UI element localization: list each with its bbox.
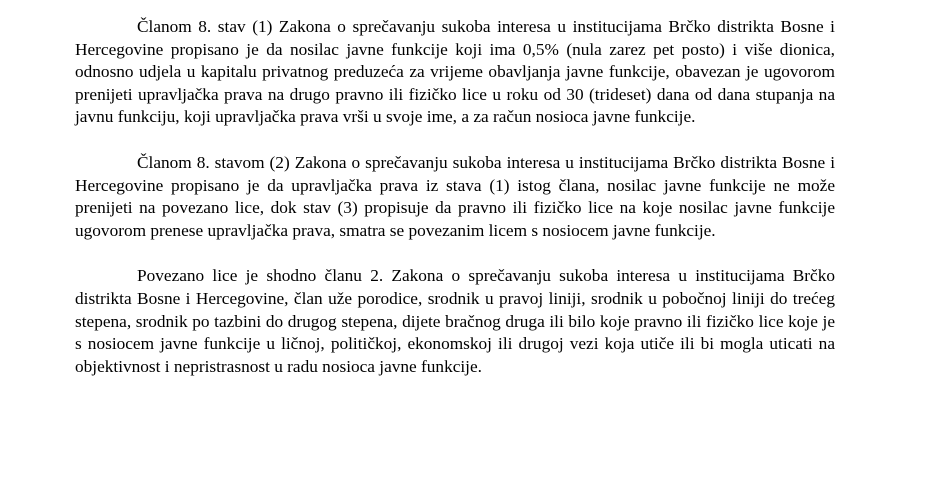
paragraph-article-8-paragraph-2: Članom 8. stavom (2) Zakona o sprečavanju sukoba interesa u institucijama Brčko distrikta Bosne i Hercegovine propisano je da upravljačka prava iz stava (1) istog člana, nosilac javne funkcije ne može prenijeti na povezano lice, dok stav (3) propisuje da pravno ili fizičko lice na koje nosilac javne funkcije ugovorom prenese upravljačka prava, smatra se povezanim licem s nosiocem javne funkcije. <box>75 152 835 240</box>
paragraph-related-person-definition: Povezano lice je shodno članu 2. Zakona o sprečavanju sukoba interesa u institucijama Brčko distrikta Bosne i Hercegovine, član uže porodice, srodnik u pravoj liniji, srodnik u pobočnoj liniji do trećeg stepena, srodnik po tazbini do drugog stepena, dijete bračnog druga ili bilo koje pravno ili fizičko lice koje je s nosiocem javne funkcije u ličnoj, političkoj, ekonomskoj ili drugoj vezi koja utiče ili bi mogla uticati na objektivnost i nepristrasnost u radu nosioca javne funkcije. <box>75 266 835 376</box>
document-body <box>75 16 835 401</box>
paragraph-article-8-paragraph-1: Članom 8. stav (1) Zakona o sprečavanju sukoba interesa u institucijama Brčko distrikta Bosne i Hercegovine propisano je da nosilac javne funkcije koji ima 0,5% (nula zarez pet posto) i više dionica, odnosno udjela u kapitalu privatnog preduzeća za vrijeme obavljanja javne funkcije, obavezan je ugovorom prenijeti upravljačka prava na drugo pravno ili fizičko lice u roku od 30 (trideset) dana od dana stupanja na javnu funkciju, koji upravljačka prava vrši u svoje ime, a za račun nosioca javne funkcije. <box>75 17 835 127</box>
